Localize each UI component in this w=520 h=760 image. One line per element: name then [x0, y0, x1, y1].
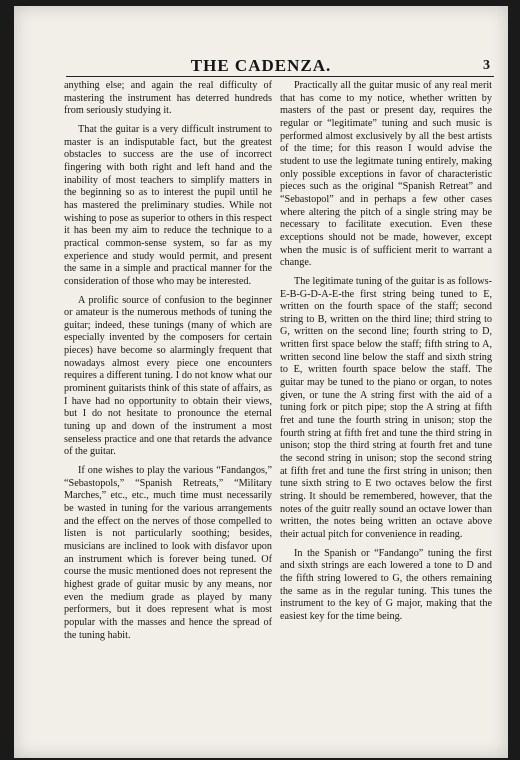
- page-number: 3: [483, 58, 490, 73]
- paragraph: That the guitar is a very difficult instrument to master is an indisputable fact, but the greatest obstacles to success are the use of incorrect fingering with both right and left hand and the inability of most teachers to simplify matters in the beginning so as to interest the pupil until he has mastered the preliminary studies. While not wishing to pose as superior to others in this respect it has been my aim to reduce the technique to a practical common-sense system, so far as my experience and study would permit, and present the same in a simple and practical manner for the consideration of those who may be interested.: [64, 123, 272, 287]
- paragraph: Practically all the guitar music of any real merit that has come to my notice, whether written by masters of the past or present day, requires the regular or “legitimate” tuning and such music is performed almost exclusively by all the best artists of the time; for this reason I would advise the student to use the legitmate tuning entirely, making only possible exceptions in favor of characteristic pieces such as the original “Spanish Retreat” and “Sebastopol” and in perhaps a few other cases where altering the pitch of a single string may be necessary to facilitate execution. Even these exceptions should not be made, however, except when the music is of sufficient merit to warrant a change.: [280, 80, 492, 269]
- paragraph: In the Spanish or “Fandango” tuning the first and sixth strings are each lowered a tone to D and the fifth string lowered to G, the others remaining the same as in the regular tuning. This tunes the instrument to the key of G major, making that the easiest key for the time being.: [280, 547, 492, 622]
- running-head-title: THE CADENZA.: [190, 56, 332, 75]
- right-column: [280, 80, 492, 624]
- paragraph: anything else; and again the real difficulty of mastering the instrument has deterred hundreds from seriously studying it.: [64, 80, 272, 117]
- paragraph: A prolific source of confusion to the beginner or amateur is the numerous methods of tuning the guitar; indeed, these tunings (many of which are especially invented by the composers for certain pieces) have become so alarmingly frequent that nowadays almost every piece one encounters requires a different tuning. I do not know what our prominent guitarists think of this state of affairs, as I have had no opportunity to obtain their views, but I do not hesitate to pronounce the eternal tuning up and down of the instrument a most senseless practice and one that retards the advance of the guitar.: [64, 294, 272, 458]
- paragraph: The legitimate tuning of the guitar is as follows-E-B-G-D-A-E-the first string being tuned to E, written on the fourth space of the staff; second string to B, written on the third line; third string to G, written on the second line; fourth string to D, written first space below the staff; fifth string to A, written second line below the staff and sixth string to E, written fourth space below the staff. The guitar may be tuned to the piano or organ, to notes given, or tune the A string first with the aid of a tuning fork or pitch pipe; stop the A string at fifth fret and tune the fourth string in unison; stop the fourth string at fifth fret and tune the third string in unison; stop the third string at fourth fret and tune the second string in unison; stop the second string at fifth fret and tune the first string in unison; then tune sixth string to E two octaves below the first string. It should be remembered, however, that the notes of the guitr really sound an octave lower than written, the notes being written an octave above their actual pitch for convenience in reading.: [280, 275, 492, 540]
- document-page: [14, 6, 508, 758]
- header-rule: [66, 76, 494, 77]
- paragraph: If one wishes to play the various “Fandangos,” “Sebastopols,” “Spanish Retreats,” “Military Marches,” etc., etc., much time must necessarily be wasted in tuning for the various arrangements and the effect on the nerves of those compelled to listen is not particularly soothing; besides, musicians are inclined to look with disfavor upon an instrument which is forever being tuned. Of course the music mentioned does not represent the highest grade of guitar music by any means, nor even the medium grade as played by many performers, but it does represent what is most popular with the masses and hence the spread of the tuning habit.: [64, 465, 272, 641]
- left-column: [64, 80, 272, 642]
